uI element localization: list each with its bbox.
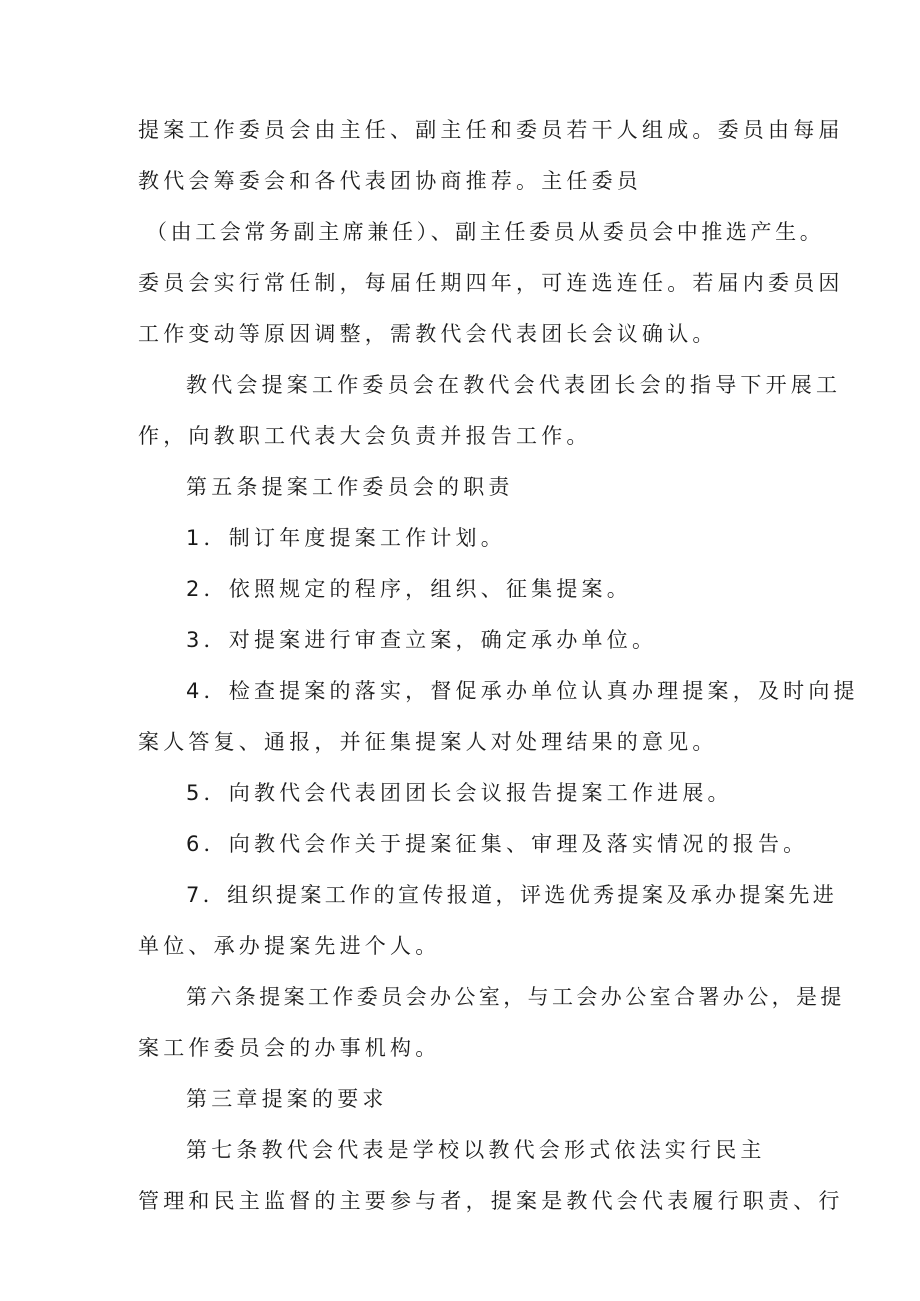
paragraph-line: 委员会实行常任制，每届任期四年，可连选连任。若届内委员因 xyxy=(138,271,844,295)
list-item-continuation: 案人答复、通报，并征集提案人对处理结果的意见。 xyxy=(138,730,718,754)
paragraph-line: 教代会筹委会和各代表团协商推荐。主任委员 xyxy=(138,169,642,193)
list-item-continuation: 单位、承办提案先进个人。 xyxy=(138,934,441,958)
list-item: 4．检查提案的落实，督促承办单位认真办理提案，及时向提 xyxy=(186,679,859,703)
paragraph-line: 第七条教代会代表是学校以教代会形式依法实行民主 xyxy=(186,1138,766,1162)
list-item: 6．向教代会作关于提案征集、审理及落实情况的报告。 xyxy=(186,832,809,856)
paragraph-line: 作，向教职工代表大会负责并报告工作。 xyxy=(138,424,592,448)
section-heading: 第五条提案工作委员会的职责 xyxy=(186,475,514,499)
paragraph-line: 提案工作委员会由主任、副主任和委员若干人组成。委员由每届 xyxy=(138,118,844,142)
list-item: 2．依照规定的程序，组织、征集提案。 xyxy=(186,577,632,601)
paragraph-line: 案工作委员会的办事机构。 xyxy=(138,1036,441,1060)
paragraph-line: 工作变动等原因调整，需教代会代表团长会议确认。 xyxy=(138,322,718,346)
list-item: 1．制订年度提案工作计划。 xyxy=(186,526,506,550)
paragraph-line: （由工会常务副主席兼任）、副主任委员从委员会中推选产生。 xyxy=(146,220,825,244)
list-item: 7．组织提案工作的宣传报道，评选优秀提案及承办提案先进 xyxy=(186,883,838,907)
paragraph-line: 管理和民主监督的主要参与者，提案是教代会代表履行职责、行 xyxy=(138,1189,844,1213)
chapter-heading: 第三章提案的要求 xyxy=(186,1087,388,1111)
paragraph-line: 教代会提案工作委员会在教代会代表团长会的指导下开展工 xyxy=(186,373,842,397)
paragraph-line: 第六条提案工作委员会办公室，与工会办公室合署办公，是提 xyxy=(186,985,845,1009)
list-item: 5．向教代会代表团团长会议报告提案工作进展。 xyxy=(186,781,733,805)
list-item: 3．对提案进行审查立案，确定承办单位。 xyxy=(186,628,658,652)
